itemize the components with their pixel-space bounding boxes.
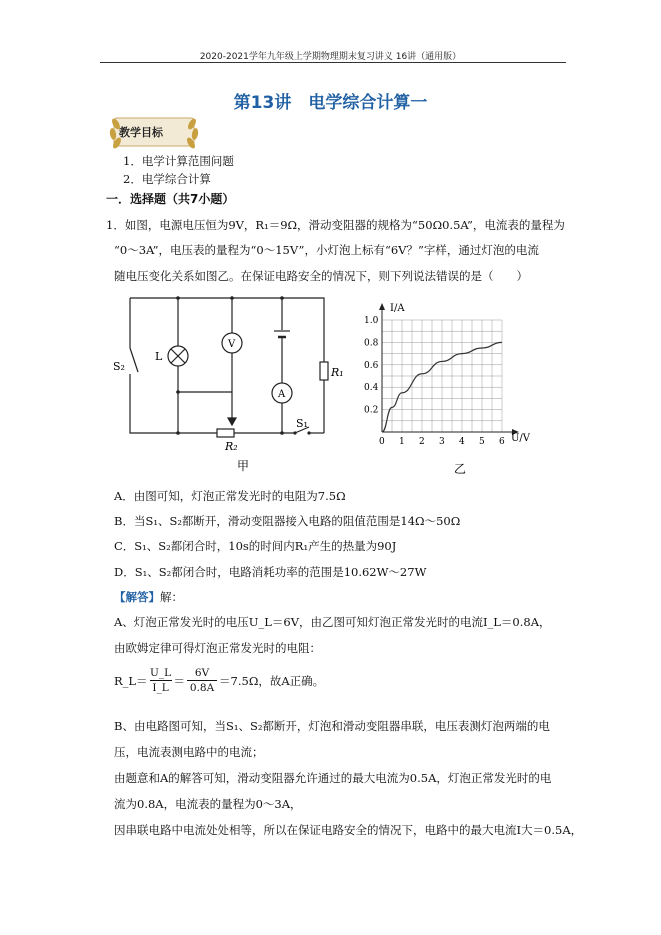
- y-tick-label: 1.0: [364, 316, 379, 326]
- fraction-2-denominator: 0.8A: [189, 682, 215, 694]
- answer-b-line-3: 由题意和A的解答可知，滑动变阻器允许通过的最大电流为0.5A，灯泡正常发光时的电: [114, 771, 552, 785]
- lamp-icon: [168, 346, 188, 366]
- chart-grid: [382, 320, 502, 432]
- x-tick-label: 3: [439, 437, 445, 447]
- badge-label: 教学目标: [119, 126, 163, 139]
- x-tick-label: 5: [479, 437, 485, 447]
- iu-chart: [348, 295, 531, 476]
- y-tick-label: 0.8: [364, 338, 379, 349]
- lesson-title: 第13讲 电学综合计算一: [233, 93, 428, 113]
- x-tick-label: 1: [399, 437, 405, 447]
- section-heading: 一．选择题（共7小题）: [106, 192, 235, 206]
- r2-label: R₂: [225, 440, 238, 453]
- question-line-3: 随电压变化关系如图乙。在保证电路安全的情况下，则下列说法错误的是（ ）: [114, 269, 528, 283]
- option-c: C．S₁、S₂都闭合时，10s的时间内R₁产生的热量为90J: [114, 539, 397, 553]
- formula-lhs: R_L＝: [114, 673, 148, 688]
- fraction-1-numerator: U_L: [150, 667, 172, 679]
- answer-b-line-4: 流为0.8A，电流表的量程为0～3A，: [114, 797, 302, 811]
- x-tick-label: 4: [459, 437, 465, 447]
- circuit-diagram: [112, 290, 342, 475]
- s2-label: S₂: [113, 360, 125, 373]
- answer-b-line-1: B、由电路图可知，当S₁、S₂都断开，灯泡和滑动变阻器串联，电压表测灯泡两端的电: [114, 719, 550, 733]
- answer-label-suffix: 解：: [160, 590, 183, 604]
- y-tick-label: 0.6: [364, 360, 379, 371]
- voltmeter-label: V: [228, 339, 236, 350]
- circuit-caption: 甲: [237, 459, 250, 473]
- r2-resistor: [217, 429, 234, 437]
- page-header: 2020-2021学年九年级上学期物理期末复习讲义 16讲（通用版）: [199, 52, 462, 62]
- answer-label: 【解答】: [114, 590, 160, 604]
- y-tick-label: 0.2: [364, 405, 379, 416]
- question-line-1: 1．如图，电源电压恒为9V，R₁＝9Ω，滑动变阻器的规格为“50Ω0.5A”，电流表的量程为: [106, 218, 565, 232]
- x-tick-label: 6: [499, 437, 505, 447]
- fraction-1-denominator: I_L: [152, 682, 169, 694]
- goal-1: 1．电学计算范围问题: [123, 154, 234, 168]
- fraction-1-bar: [150, 680, 172, 681]
- chart-caption: 乙: [454, 462, 467, 476]
- chart-x-label: U/V: [511, 433, 531, 444]
- option-d: D．S₁、S₂都闭合时，电路消耗功率的范围是10.62W～27W: [114, 565, 427, 579]
- question-line-2: “0～3A”，电压表的量程为“0～15V”，小灯泡上标有“6V？”字样，通过灯泡的电流: [114, 243, 539, 257]
- resistance-formula: [114, 667, 324, 694]
- y-tick-label: 0.4: [364, 383, 379, 394]
- answer-b-line-5: 因串联电路中电流处处相等，所以在保证电路安全的情况下，电路中的最大电流I大＝0.5A，: [114, 823, 583, 837]
- r1-label: R₁: [331, 366, 344, 379]
- formula-rhs: ＝7.5Ω，故A正确。: [219, 673, 325, 688]
- r1-resistor: [320, 362, 328, 380]
- fraction-2-bar: [187, 680, 217, 681]
- s1-label: S₁: [296, 417, 308, 430]
- goal-2: 2．电学综合计算: [123, 172, 211, 186]
- x-tick-label: 2: [419, 437, 425, 447]
- answer-a-line-1: A、灯泡正常发光时的电压U_L＝6V，由乙图可知灯泡正常发光时的电流I_L＝0.8A，: [114, 615, 551, 629]
- option-a: A．由图可知，灯泡正常发光时的电阻为7.5Ω: [114, 489, 346, 503]
- fraction-2-numerator: 6V: [194, 667, 210, 679]
- y-axis-arrow: [379, 303, 385, 310]
- chart-y-label: I/A: [390, 303, 405, 314]
- formula-equals: ＝: [173, 673, 186, 688]
- x-tick-label: 0: [379, 437, 385, 447]
- s2-switch: [130, 348, 138, 372]
- answer-a-line-2: 由欧姆定律可得灯泡正常发光时的电阻：: [114, 641, 321, 655]
- header-divider: [100, 62, 566, 63]
- lamp-label: L: [155, 350, 163, 363]
- answer-b-line-2: 压，电流表测电路中的电流；: [114, 745, 264, 759]
- answer-heading: [114, 589, 183, 605]
- option-b: B．当S₁、S₂都断开，滑动变阻器接入电路的阻值范围是14Ω～50Ω: [114, 514, 461, 528]
- chart-axes: [379, 303, 519, 435]
- ammeter-label: A: [278, 389, 286, 400]
